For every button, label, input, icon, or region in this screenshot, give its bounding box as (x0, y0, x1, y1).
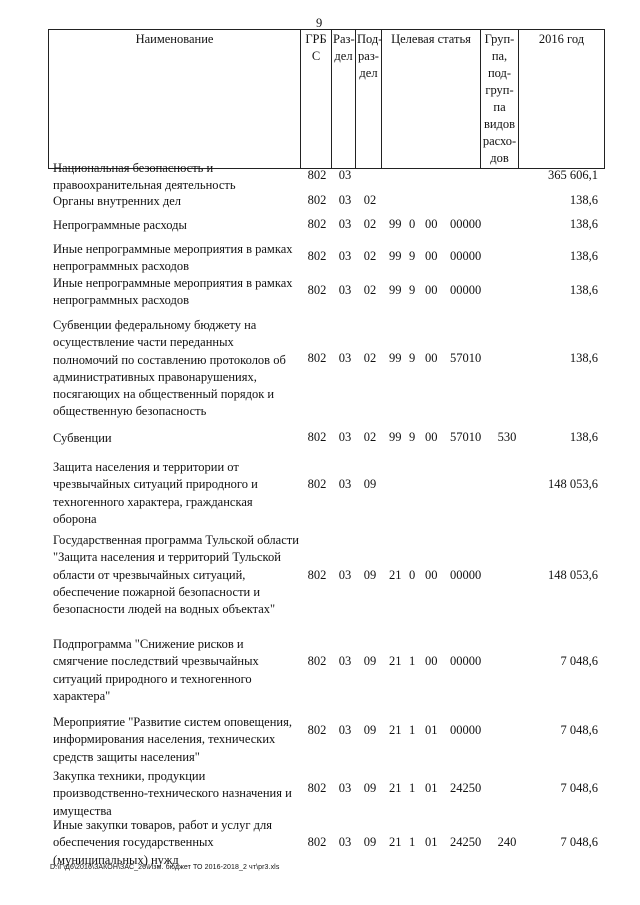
row-year: 365 606,1 (548, 168, 598, 182)
row-year: 138,6 (569, 283, 598, 297)
row-razd: 03 (338, 249, 352, 263)
row-grbs: 802 (307, 835, 327, 849)
row-cs1: 99 (389, 217, 402, 231)
row-year: 138,6 (569, 430, 598, 444)
row-grbs: 802 (307, 568, 327, 582)
row-cs3: 00 (425, 283, 438, 297)
row-cs4: 00000 (450, 654, 482, 668)
row-cs4: 00000 (450, 723, 482, 737)
row-cs1: 21 (389, 654, 402, 668)
row-grbs: 802 (307, 723, 327, 737)
row-grp: 240 (497, 835, 517, 849)
header-podrazdel: Под- раз- дел (356, 30, 382, 169)
row-cs1: 21 (389, 835, 402, 849)
row-name: Иные закупки товаров, работ и услуг для обеспечения государственных (муниципальных) нужд (53, 818, 273, 867)
row-year: 148 053,6 (548, 477, 598, 491)
row-razd: 03 (338, 283, 352, 297)
row-cs2: 9 (409, 430, 416, 444)
row-razd: 03 (338, 168, 352, 182)
row-grbs: 802 (307, 217, 327, 231)
row-razd: 03 (338, 477, 352, 491)
row-name: Иные непрограммные мероприятия в рамках непрограммных расходов (53, 242, 293, 274)
row-podr: 09 (363, 568, 377, 582)
row-podr: 09 (363, 654, 377, 668)
row-razd: 03 (338, 781, 352, 795)
row-razd: 03 (338, 430, 352, 444)
row-razd: 03 (338, 568, 352, 582)
row-podr: 02 (363, 283, 377, 297)
row-year: 7 048,6 (560, 723, 598, 737)
row-name: Мероприятие "Развитие систем оповещения, информирования населения, технических средств защиты населения" (53, 715, 292, 764)
row-cs2: 1 (409, 723, 416, 737)
header-year: 2016 год (519, 30, 605, 169)
row-podr: 09 (363, 781, 377, 795)
row-cs3: 00 (425, 217, 438, 231)
row-name: Закупка техники, продукции производственно-технического назначения и имущества (53, 769, 292, 818)
header-grbs: ГРБ С (301, 30, 332, 169)
row-grbs: 802 (307, 351, 327, 365)
row-cs4: 24250 (450, 781, 482, 795)
row-cs1: 21 (389, 723, 402, 737)
row-cs1: 99 (389, 283, 402, 297)
row-cs3: 01 (425, 723, 438, 737)
row-grbs: 802 (307, 193, 327, 207)
row-podr: 02 (363, 249, 377, 263)
row-cs2: 9 (409, 351, 416, 365)
header-name: Наименование (49, 30, 301, 169)
row-cs3: 00 (425, 430, 438, 444)
row-razd: 03 (338, 723, 352, 737)
row-name: Государственная программа Тульской области "Защита населения и территорий Тульской области от чрезвычайных ситуаций, обеспечение пожарной безопасности и безопасности людей на водных объектах" (53, 533, 299, 617)
row-cs4: 00000 (450, 249, 482, 263)
row-year: 7 048,6 (560, 781, 598, 795)
row-name: Национальная безопасность и правоохранительная деятельность (53, 161, 236, 193)
row-grbs: 802 (307, 168, 327, 182)
row-name: Органы внутренних дел (53, 194, 182, 208)
row-grbs: 802 (307, 430, 327, 444)
header-razdel: Раз- дел (332, 30, 356, 169)
page-number: 9 (316, 16, 323, 30)
row-cs1: 21 (389, 568, 402, 582)
row-name: Иные непрограммные мероприятия в рамках непрограммных расходов (53, 276, 293, 308)
row-cs4: 00000 (450, 217, 482, 231)
row-cs2: 9 (409, 249, 416, 263)
row-razd: 03 (338, 351, 352, 365)
row-year: 7 048,6 (560, 835, 598, 849)
row-cs4: 57010 (450, 430, 482, 444)
row-name: Субвенции (53, 431, 112, 445)
row-cs3: 01 (425, 835, 438, 849)
row-cs2: 1 (409, 654, 416, 668)
row-cs2: 9 (409, 283, 416, 297)
row-razd: 03 (338, 217, 352, 231)
row-cs1: 21 (389, 781, 402, 795)
row-podr: 09 (363, 723, 377, 737)
row-razd: 03 (338, 193, 352, 207)
row-cs3: 00 (425, 654, 438, 668)
header-celevaya: Целевая статья (382, 30, 481, 169)
row-grp: 530 (497, 430, 517, 444)
row-year: 148 053,6 (548, 568, 598, 582)
row-year: 138,6 (569, 351, 598, 365)
row-podr: 02 (363, 430, 377, 444)
row-cs1: 99 (389, 249, 402, 263)
row-cs3: 00 (425, 568, 438, 582)
row-grbs: 802 (307, 283, 327, 297)
row-cs4: 57010 (450, 351, 482, 365)
row-year: 138,6 (569, 217, 598, 231)
row-podr: 09 (363, 477, 377, 491)
row-cs1: 99 (389, 351, 402, 365)
row-cs2: 0 (409, 568, 416, 582)
row-cs4: 00000 (450, 568, 482, 582)
row-name: Защита населения и территории от чрезвычайных ситуаций природного и техногенного характера, гражданская оборона (53, 460, 258, 526)
table-header (48, 29, 605, 169)
row-cs4: 00000 (450, 283, 482, 297)
row-grbs: 802 (307, 477, 327, 491)
row-cs3: 00 (425, 351, 438, 365)
row-razd: 03 (338, 835, 352, 849)
row-year: 138,6 (569, 193, 598, 207)
row-cs4: 24250 (450, 835, 482, 849)
row-year: 7 048,6 (560, 654, 598, 668)
row-podr: 09 (363, 835, 377, 849)
row-name: Непрограммные расходы (53, 218, 187, 232)
row-cs3: 00 (425, 249, 438, 263)
row-podr: 02 (363, 351, 377, 365)
row-name: Подпрограмма "Снижение рисков и смягчение последствий чрезвычайных ситуаций природного и техногенного характера" (53, 637, 259, 703)
row-grbs: 802 (307, 781, 327, 795)
row-cs3: 01 (425, 781, 438, 795)
row-grbs: 802 (307, 654, 327, 668)
row-razd: 03 (338, 654, 352, 668)
row-cs2: 0 (409, 217, 416, 231)
row-cs1: 99 (389, 430, 402, 444)
row-year: 138,6 (569, 249, 598, 263)
row-podr: 02 (363, 217, 377, 231)
row-grbs: 802 (307, 249, 327, 263)
file-path-footer: D:\Г\Д6\2016\ЗАКОН\ЗАС_26\Изм. бюджет ТО 2016-2018_2 чт\рr3.xls (50, 864, 280, 871)
row-cs2: 1 (409, 835, 416, 849)
header-gruppa: Груп- па, под- груп- па видов расхо- дов (481, 30, 519, 169)
row-cs2: 1 (409, 781, 416, 795)
row-podr: 02 (363, 193, 377, 207)
row-name: Субвенции федеральному бюджету на осуществление части переданных полномочий по составлению протоколов об административных правонарушениях, посягающих на общественный порядок и общественную безопасность (53, 318, 286, 419)
